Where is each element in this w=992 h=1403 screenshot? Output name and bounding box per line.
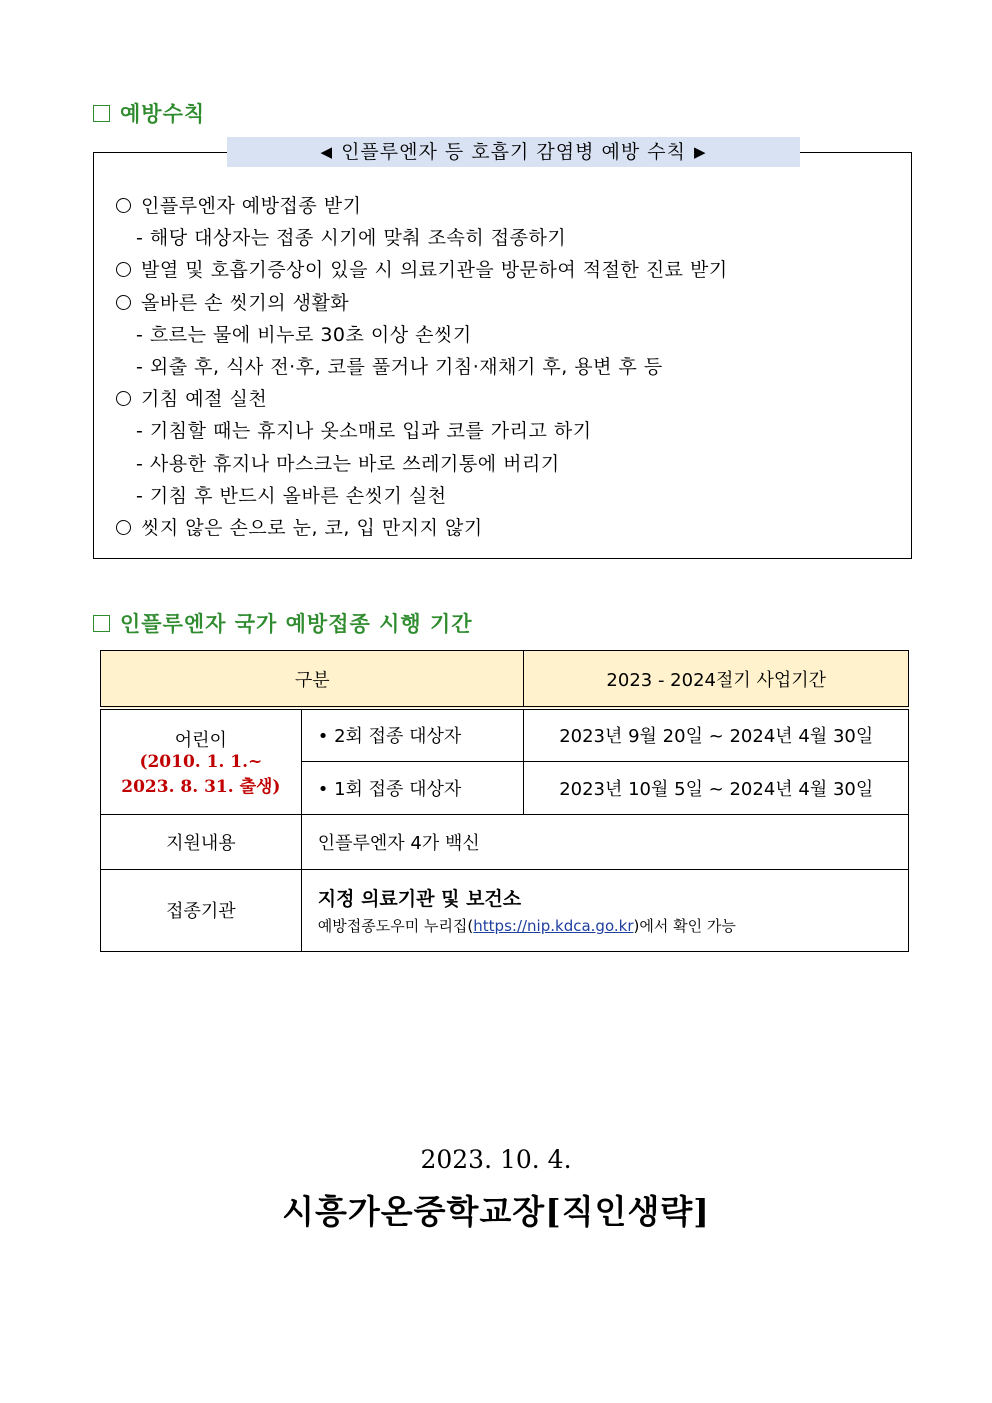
institution-sub-suffix: )에서 확인 가능	[633, 917, 736, 935]
guide-subitem	[116, 319, 896, 351]
period-cell: 2023년 10월 5일 ~ 2024년 4월 30일	[524, 761, 909, 814]
guide-subitem	[116, 448, 896, 480]
child-cell	[101, 708, 302, 814]
vaccination-heading	[93, 608, 473, 638]
target-cell: • 2회 접종 대상자	[301, 708, 524, 761]
prevention-heading-text: 예방수칙	[120, 101, 206, 126]
guide-item	[116, 383, 896, 415]
prevention-box-title-text: 인플루엔자 등 호흡기 감염병 예방 수칙	[341, 141, 686, 163]
guide-subitem	[116, 415, 896, 447]
guide-item-text: - 기침 후 반드시 올바른 손씻기 실천	[136, 484, 447, 507]
guide-subitem	[116, 480, 896, 512]
child-label: 어린이	[174, 730, 227, 752]
guide-item-text: 씻지 않은 손으로 눈, 코, 입 만지지 않기	[141, 516, 483, 539]
table-row	[101, 708, 909, 761]
header-period: 2023 - 2024절기 사업기간	[524, 651, 909, 709]
institution-sub-prefix: 예방접종도우미 누리집(	[317, 917, 474, 935]
guide-item-text: - 흐르는 물에 비누로 30초 이상 손씻기	[136, 323, 472, 346]
signer: 시흥가온중학교장[직인생략]	[282, 1192, 710, 1231]
guide-item-text: 기침 예절 실천	[141, 388, 268, 411]
table-row	[101, 869, 909, 951]
checkbox-square-icon	[93, 615, 110, 632]
nip-link[interactable]: https://nip.kdca.go.kr	[473, 917, 634, 935]
period-cell: 2023년 9월 20일 ~ 2024년 4월 30일	[524, 708, 909, 761]
header-category: 구분	[101, 651, 524, 709]
guide-subitem	[116, 222, 896, 254]
guide-item	[116, 287, 896, 319]
checkbox-square-icon	[93, 105, 110, 122]
guide-item	[116, 254, 896, 286]
circle-bullet-icon	[116, 262, 131, 277]
target-cell: • 1회 접종 대상자	[301, 761, 524, 814]
guide-item-text: 발열 및 호흡기증상이 있을 시 의료기관을 방문하여 적절한 진료 받기	[141, 259, 728, 282]
support-label: 지원내용	[101, 814, 302, 869]
guide-item-text: - 기침할 때는 휴지나 옷소매로 입과 코를 가리고 하기	[136, 420, 592, 443]
support-value: 인플루엔자 4가 백신	[301, 814, 908, 869]
institution-main: 지정 의료기관 및 보건소	[317, 888, 522, 910]
vaccination-period-table	[100, 650, 909, 952]
guide-item	[116, 190, 896, 222]
circle-bullet-icon	[116, 391, 131, 406]
circle-bullet-icon	[116, 520, 131, 535]
triangle-left-icon: ◀	[320, 143, 334, 161]
guide-item-text: 올바른 손 씻기의 생활화	[141, 291, 350, 314]
prevention-heading	[93, 98, 205, 128]
child-birth-line1: (2010. 1. 1.~	[139, 752, 263, 773]
table-row	[101, 814, 909, 869]
prevention-box-title	[227, 137, 800, 167]
issue-date: 2023. 10. 4.	[420, 1145, 572, 1174]
institution-label: 접종기관	[101, 869, 302, 951]
institution-cell	[301, 869, 908, 951]
guide-item-text: - 외출 후, 식사 전·후, 코를 풀거나 기침·재채기 후, 용변 후 등	[136, 355, 663, 378]
child-birth-line2: 2023. 8. 31. 출생)	[121, 777, 281, 798]
prevention-guide-list	[116, 190, 896, 544]
guide-item-text: 인플루엔자 예방접종 받기	[141, 195, 362, 217]
guide-subitem	[116, 351, 896, 383]
vaccination-heading-text: 인플루엔자 국가 예방접종 시행 기간	[120, 611, 473, 636]
institution-sub	[318, 915, 908, 936]
circle-bullet-icon	[116, 198, 131, 213]
guide-item-text: - 사용한 휴지나 마스크는 바로 쓰레기통에 버리기	[136, 452, 560, 475]
circle-bullet-icon	[116, 295, 131, 310]
guide-item-text: - 해당 대상자는 접종 시기에 맞춰 조속히 접종하기	[136, 227, 567, 250]
guide-item	[116, 512, 896, 544]
triangle-right-icon: ▶	[693, 143, 707, 161]
